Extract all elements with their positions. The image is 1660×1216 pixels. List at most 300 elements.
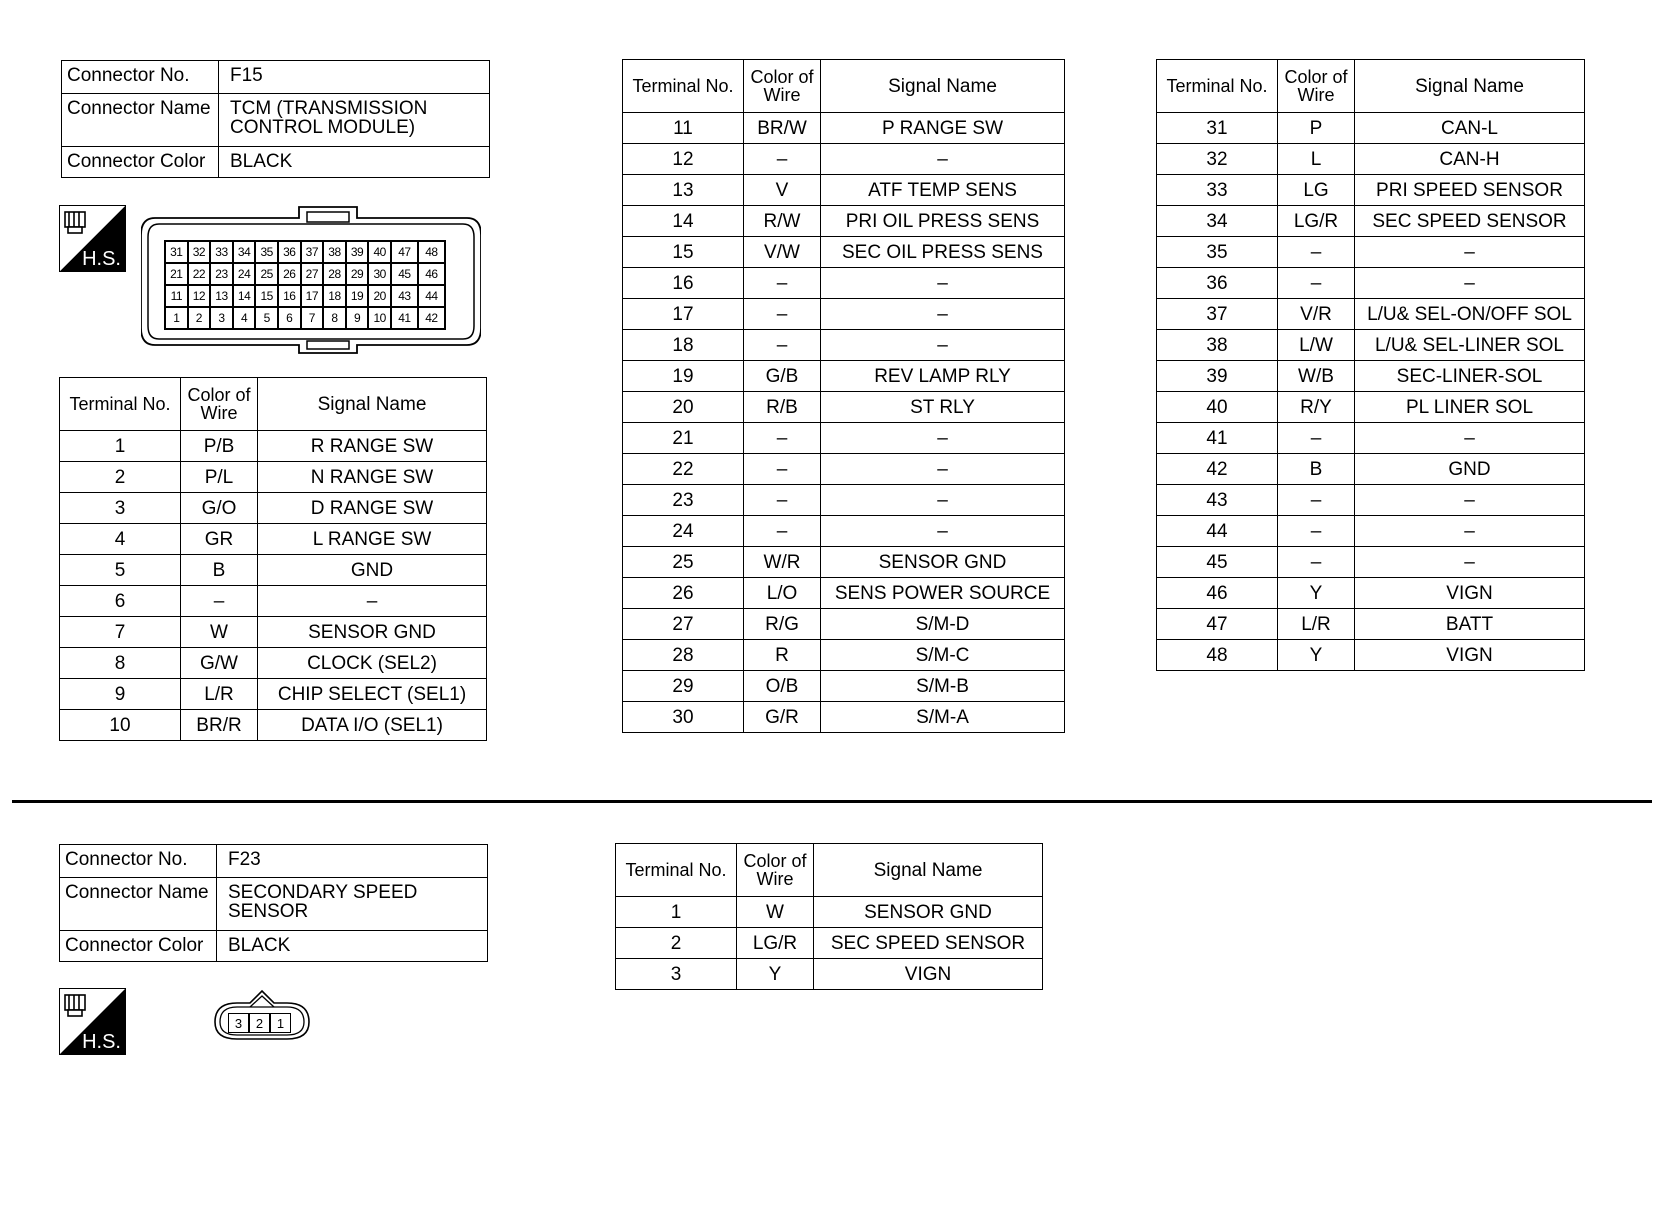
- terminal-row: [623, 361, 1065, 392]
- connector-pin: 45: [391, 263, 418, 285]
- connector-pin: 29: [346, 263, 369, 285]
- wire-color-cell: G/W: [181, 648, 258, 679]
- signal-name-cell: N RANGE SW: [258, 462, 487, 493]
- wire-color-cell: Y: [1278, 640, 1355, 671]
- terminal-row: [623, 485, 1065, 516]
- terminal-row: [623, 671, 1065, 702]
- wire-color-cell: G/B: [744, 361, 821, 392]
- terminal-row: [623, 237, 1065, 268]
- f23-connector-info-table: [59, 844, 488, 962]
- wire-color-cell: –: [744, 330, 821, 361]
- connector-pin: 36: [278, 241, 301, 263]
- connector-pin: 48: [418, 241, 445, 263]
- connector-pin: 43: [391, 285, 418, 307]
- connector-pin: 3: [228, 1013, 249, 1033]
- connector-pin: 20: [368, 285, 391, 307]
- connector-pin: 47: [391, 241, 418, 263]
- terminal-row: [623, 547, 1065, 578]
- terminal-no-cell: 26: [623, 578, 744, 609]
- signal-name-cell: REV LAMP RLY: [821, 361, 1065, 392]
- signal-name-cell: SEC OIL PRESS SENS: [821, 237, 1065, 268]
- signal-name-cell: PL LINER SOL: [1355, 392, 1585, 423]
- wire-color-cell: L/R: [1278, 609, 1355, 640]
- terminal-no-cell: 2: [616, 928, 737, 959]
- connector-pin: 41: [391, 307, 418, 329]
- wire-color-cell: V/R: [1278, 299, 1355, 330]
- terminal-no-cell: 9: [60, 679, 181, 710]
- f15-pin-grid: [164, 240, 446, 330]
- terminal-no-cell: 31: [1157, 113, 1278, 144]
- terminal-no-cell: 3: [616, 959, 737, 990]
- terminal-table-header: [623, 60, 1065, 113]
- wire-color-cell: W/B: [1278, 361, 1355, 392]
- signal-name-cell: SENSOR GND: [814, 897, 1043, 928]
- terminal-no-cell: 14: [623, 206, 744, 237]
- wire-color-cell: P: [1278, 113, 1355, 144]
- signal-name-cell: –: [821, 330, 1065, 361]
- connector-pin: 13: [210, 285, 233, 307]
- connector-name-row: [60, 878, 488, 931]
- connector-pin: 38: [323, 241, 346, 263]
- signal-name-cell: SENSOR GND: [821, 547, 1065, 578]
- wire-color-cell: –: [744, 516, 821, 547]
- terminal-no-cell: 42: [1157, 454, 1278, 485]
- terminal-row: [1157, 392, 1585, 423]
- signal-name-cell: SEC SPEED SENSOR: [814, 928, 1043, 959]
- wire-color-cell: W: [181, 617, 258, 648]
- terminal-no-cell: 3: [60, 493, 181, 524]
- terminal-no-cell: 36: [1157, 268, 1278, 299]
- connector-pin: 18: [323, 285, 346, 307]
- terminal-row: [1157, 423, 1585, 454]
- wire-color-cell: –: [181, 586, 258, 617]
- terminal-row: [1157, 237, 1585, 268]
- terminal-row: [60, 586, 487, 617]
- signal-name-cell: PRI OIL PRESS SENS: [821, 206, 1065, 237]
- connector-no-label: Connector No.: [62, 61, 219, 94]
- terminal-table-header: [616, 844, 1043, 897]
- wire-color-cell: –: [1278, 485, 1355, 516]
- wire-color-cell: P/B: [181, 431, 258, 462]
- terminal-row: [616, 897, 1043, 928]
- wire-color-cell: –: [744, 423, 821, 454]
- signal-name-cell: –: [258, 586, 487, 617]
- terminal-no-cell: 34: [1157, 206, 1278, 237]
- signal-name-cell: BATT: [1355, 609, 1585, 640]
- terminal-row: [1157, 299, 1585, 330]
- terminal-no-cell: 17: [623, 299, 744, 330]
- terminal-row: [1157, 361, 1585, 392]
- terminal-no-cell: 25: [623, 547, 744, 578]
- connector-pin: 46: [418, 263, 445, 285]
- terminal-rows: [60, 431, 487, 741]
- wire-color-cell: –: [1278, 423, 1355, 454]
- signal-name-cell: –: [1355, 423, 1585, 454]
- hs-harness-side-icon: [59, 988, 126, 1055]
- terminal-no-cell: 44: [1157, 516, 1278, 547]
- terminal-row: [60, 524, 487, 555]
- connector-no-row: [60, 845, 488, 878]
- connector-pin: 12: [188, 285, 211, 307]
- terminal-no-cell: 29: [623, 671, 744, 702]
- wire-color-cell: R/W: [744, 206, 821, 237]
- signal-name-header: Signal Name: [258, 378, 487, 431]
- connector-name-row: [62, 94, 490, 147]
- connector-pin: 3: [210, 307, 233, 329]
- f15-connector-info-table: [61, 60, 490, 178]
- connector-pin: 4: [233, 307, 256, 329]
- wire-color-cell: L/O: [744, 578, 821, 609]
- terminal-row: [60, 679, 487, 710]
- signal-name-cell: –: [1355, 516, 1585, 547]
- terminal-row: [623, 609, 1065, 640]
- terminal-row: [60, 431, 487, 462]
- connector-color-value: BLACK: [219, 147, 490, 178]
- connector-pin: 44: [418, 285, 445, 307]
- connector-pin: 9: [346, 307, 369, 329]
- signal-name-cell: GND: [258, 555, 487, 586]
- connector-no-row: [62, 61, 490, 94]
- terminal-no-cell: 12: [623, 144, 744, 175]
- terminal-row: [60, 493, 487, 524]
- connector-name-value: TCM (TRANSMISSION CONTROL MODULE): [219, 94, 490, 147]
- wire-color-cell: B: [181, 555, 258, 586]
- terminal-no-cell: 39: [1157, 361, 1278, 392]
- terminal-no-cell: 5: [60, 555, 181, 586]
- connector-color-label: Connector Color: [60, 931, 217, 962]
- connector-color-value: BLACK: [217, 931, 488, 962]
- wire-color-cell: GR: [181, 524, 258, 555]
- wire-color-cell: Y: [1278, 578, 1355, 609]
- signal-name-cell: CHIP SELECT (SEL1): [258, 679, 487, 710]
- terminal-table-3: [1156, 59, 1585, 671]
- signal-name-cell: –: [821, 516, 1065, 547]
- signal-name-cell: –: [821, 423, 1065, 454]
- terminal-row: [1157, 144, 1585, 175]
- terminal-no-cell: 35: [1157, 237, 1278, 268]
- terminal-no-cell: 1: [616, 897, 737, 928]
- connector-pin: 14: [233, 285, 256, 307]
- terminal-no-cell: 21: [623, 423, 744, 454]
- terminal-row: [1157, 485, 1585, 516]
- wire-color-cell: –: [744, 485, 821, 516]
- terminal-row: [623, 702, 1065, 733]
- connector-pin: 2: [249, 1013, 270, 1033]
- terminal-row: [623, 640, 1065, 671]
- signal-name-cell: –: [821, 268, 1065, 299]
- wire-color-cell: –: [744, 268, 821, 299]
- terminal-row: [623, 578, 1065, 609]
- terminal-row: [1157, 454, 1585, 485]
- terminal-row: [1157, 640, 1585, 671]
- terminal-row: [60, 555, 487, 586]
- terminal-row: [60, 462, 487, 493]
- hs-harness-side-icon: [59, 205, 126, 272]
- terminal-row: [1157, 330, 1585, 361]
- wire-color-cell: L/R: [181, 679, 258, 710]
- terminal-no-cell: 2: [60, 462, 181, 493]
- connector-pin: 28: [323, 263, 346, 285]
- terminal-row: [1157, 268, 1585, 299]
- terminal-no-cell: 38: [1157, 330, 1278, 361]
- connector-pin: 2: [188, 307, 211, 329]
- terminal-row: [1157, 113, 1585, 144]
- connector-pin: 35: [255, 241, 278, 263]
- wire-color-cell: V/W: [744, 237, 821, 268]
- connector-pin: 19: [346, 285, 369, 307]
- connector-name-value: SECONDARY SPEED SENSOR: [217, 878, 488, 931]
- wire-color-cell: G/O: [181, 493, 258, 524]
- terminal-row: [1157, 516, 1585, 547]
- signal-name-cell: S/M-D: [821, 609, 1065, 640]
- color-of-wire-header: Color of Wire: [744, 60, 821, 113]
- connector-pin: 10: [368, 307, 391, 329]
- signal-name-cell: L/U& SEL-ON/OFF SOL: [1355, 299, 1585, 330]
- wire-color-cell: LG/R: [1278, 206, 1355, 237]
- terminal-row: [60, 710, 487, 741]
- wire-color-cell: BR/W: [744, 113, 821, 144]
- signal-name-cell: GND: [1355, 454, 1585, 485]
- wire-color-cell: –: [1278, 516, 1355, 547]
- connector-pin: 31: [165, 241, 188, 263]
- terminal-no-cell: 48: [1157, 640, 1278, 671]
- section-divider: [12, 800, 1652, 803]
- terminal-table-header: [60, 378, 487, 431]
- signal-name-cell: SEC SPEED SENSOR: [1355, 206, 1585, 237]
- terminal-no-cell: 20: [623, 392, 744, 423]
- wire-color-cell: –: [1278, 268, 1355, 299]
- signal-name-cell: P RANGE SW: [821, 113, 1065, 144]
- terminal-table-2: [622, 59, 1065, 733]
- terminal-no-header: Terminal No.: [616, 844, 737, 897]
- connector-color-row: [60, 931, 488, 962]
- signal-name-cell: CAN-H: [1355, 144, 1585, 175]
- connector-pin: 1: [165, 307, 188, 329]
- connector-no-label: Connector No.: [60, 845, 217, 878]
- wire-color-cell: BR/R: [181, 710, 258, 741]
- terminal-table-header: [1157, 60, 1585, 113]
- connector-pin: 25: [255, 263, 278, 285]
- signal-name-cell: ATF TEMP SENS: [821, 175, 1065, 206]
- terminal-row: [623, 144, 1065, 175]
- signal-name-header: Signal Name: [814, 844, 1043, 897]
- terminal-no-cell: 22: [623, 454, 744, 485]
- wire-color-cell: –: [744, 299, 821, 330]
- signal-name-cell: –: [821, 299, 1065, 330]
- wire-color-cell: LG: [1278, 175, 1355, 206]
- terminal-no-cell: 30: [623, 702, 744, 733]
- wire-color-cell: –: [744, 144, 821, 175]
- color-of-wire-header: Color of Wire: [737, 844, 814, 897]
- wire-color-cell: –: [1278, 547, 1355, 578]
- wire-color-cell: G/R: [744, 702, 821, 733]
- wire-color-cell: R: [744, 640, 821, 671]
- terminal-row: [60, 617, 487, 648]
- connector-pin: 17: [301, 285, 324, 307]
- terminal-no-cell: 41: [1157, 423, 1278, 454]
- terminal-row: [623, 516, 1065, 547]
- connector-name-label: Connector Name: [62, 94, 219, 147]
- terminal-no-cell: 18: [623, 330, 744, 361]
- terminal-no-cell: 8: [60, 648, 181, 679]
- terminal-row: [1157, 206, 1585, 237]
- terminal-row: [616, 959, 1043, 990]
- signal-name-cell: PRI SPEED SENSOR: [1355, 175, 1585, 206]
- signal-name-cell: S/M-C: [821, 640, 1065, 671]
- connector-pin: 16: [278, 285, 301, 307]
- connector-pin: 32: [188, 241, 211, 263]
- terminal-rows: [616, 897, 1043, 990]
- connector-pin: 21: [165, 263, 188, 285]
- wire-color-cell: V: [744, 175, 821, 206]
- terminal-row: [623, 330, 1065, 361]
- terminal-table-1: [59, 377, 487, 741]
- terminal-row: [623, 206, 1065, 237]
- wire-color-cell: L: [1278, 144, 1355, 175]
- terminal-no-cell: 16: [623, 268, 744, 299]
- terminal-no-cell: 32: [1157, 144, 1278, 175]
- color-of-wire-header: Color of Wire: [1278, 60, 1355, 113]
- connector-pin: 8: [323, 307, 346, 329]
- terminal-no-cell: 24: [623, 516, 744, 547]
- terminal-no-cell: 19: [623, 361, 744, 392]
- terminal-row: [623, 175, 1065, 206]
- terminal-no-cell: 47: [1157, 609, 1278, 640]
- connector-pin: 1: [270, 1013, 291, 1033]
- terminal-no-cell: 10: [60, 710, 181, 741]
- connector-pin: 22: [188, 263, 211, 285]
- wire-color-cell: LG/R: [737, 928, 814, 959]
- connector-pin: 34: [233, 241, 256, 263]
- hs-label: H.S.: [82, 248, 121, 270]
- connector-pin: 33: [210, 241, 233, 263]
- wire-color-cell: W: [737, 897, 814, 928]
- connector-color-label: Connector Color: [62, 147, 219, 178]
- terminal-no-cell: 23: [623, 485, 744, 516]
- connector-pin: 27: [301, 263, 324, 285]
- wire-color-cell: W/R: [744, 547, 821, 578]
- terminal-row: [60, 648, 487, 679]
- signal-name-cell: –: [821, 144, 1065, 175]
- terminal-no-cell: 15: [623, 237, 744, 268]
- connector-no-value: F15: [219, 61, 490, 94]
- terminal-row: [623, 454, 1065, 485]
- terminal-no-header: Terminal No.: [60, 378, 181, 431]
- wire-color-cell: R/B: [744, 392, 821, 423]
- connector-pin: 30: [368, 263, 391, 285]
- connector-pin: 5: [255, 307, 278, 329]
- signal-name-cell: CAN-L: [1355, 113, 1585, 144]
- connector-pin: 26: [278, 263, 301, 285]
- terminal-no-cell: 40: [1157, 392, 1278, 423]
- connector-pin: 40: [368, 241, 391, 263]
- signal-name-cell: R RANGE SW: [258, 431, 487, 462]
- terminal-no-cell: 28: [623, 640, 744, 671]
- color-of-wire-header: Color of Wire: [181, 378, 258, 431]
- terminal-rows: [623, 113, 1065, 733]
- connector-pin: 15: [255, 285, 278, 307]
- terminal-row: [623, 113, 1065, 144]
- terminal-no-header: Terminal No.: [1157, 60, 1278, 113]
- connector-pin: 24: [233, 263, 256, 285]
- terminal-no-cell: 6: [60, 586, 181, 617]
- signal-name-cell: –: [821, 454, 1065, 485]
- signal-name-header: Signal Name: [1355, 60, 1585, 113]
- connector-name-label: Connector Name: [60, 878, 217, 931]
- wire-color-cell: P/L: [181, 462, 258, 493]
- terminal-no-cell: 46: [1157, 578, 1278, 609]
- signal-name-cell: ST RLY: [821, 392, 1065, 423]
- signal-name-cell: L/U& SEL-LINER SOL: [1355, 330, 1585, 361]
- wire-color-cell: –: [1278, 237, 1355, 268]
- connector-pin: 39: [346, 241, 369, 263]
- signal-name-cell: –: [1355, 268, 1585, 299]
- signal-name-cell: S/M-B: [821, 671, 1065, 702]
- terminal-row: [1157, 175, 1585, 206]
- signal-name-cell: VIGN: [1355, 578, 1585, 609]
- terminal-no-cell: 37: [1157, 299, 1278, 330]
- terminal-row: [616, 928, 1043, 959]
- connector-pin: 7: [301, 307, 324, 329]
- terminal-no-cell: 4: [60, 524, 181, 555]
- terminal-no-cell: 1: [60, 431, 181, 462]
- connector-color-row: [62, 147, 490, 178]
- terminal-row: [623, 268, 1065, 299]
- terminal-row: [623, 423, 1065, 454]
- connector-pin: 37: [301, 241, 324, 263]
- terminal-no-header: Terminal No.: [623, 60, 744, 113]
- terminal-row: [623, 392, 1065, 423]
- terminal-row: [1157, 578, 1585, 609]
- signal-name-cell: SENS POWER SOURCE: [821, 578, 1065, 609]
- connector-no-value: F23: [217, 845, 488, 878]
- wire-color-cell: B: [1278, 454, 1355, 485]
- terminal-row: [1157, 547, 1585, 578]
- signal-name-cell: VIGN: [814, 959, 1043, 990]
- terminal-no-cell: 7: [60, 617, 181, 648]
- wire-color-cell: R/Y: [1278, 392, 1355, 423]
- wire-color-cell: R/G: [744, 609, 821, 640]
- signal-name-cell: D RANGE SW: [258, 493, 487, 524]
- signal-name-cell: –: [1355, 237, 1585, 268]
- terminal-no-cell: 43: [1157, 485, 1278, 516]
- signal-name-header: Signal Name: [821, 60, 1065, 113]
- signal-name-cell: L RANGE SW: [258, 524, 487, 555]
- terminal-rows: [1157, 113, 1585, 671]
- signal-name-cell: S/M-A: [821, 702, 1065, 733]
- wire-color-cell: –: [744, 454, 821, 485]
- terminal-no-cell: 27: [623, 609, 744, 640]
- connector-pin: 11: [165, 285, 188, 307]
- signal-name-cell: SEC-LINER-SOL: [1355, 361, 1585, 392]
- wire-color-cell: Y: [737, 959, 814, 990]
- signal-name-cell: –: [1355, 485, 1585, 516]
- connector-pin: 42: [418, 307, 445, 329]
- terminal-no-cell: 33: [1157, 175, 1278, 206]
- terminal-row: [1157, 609, 1585, 640]
- terminal-no-cell: 13: [623, 175, 744, 206]
- connector-pin: 23: [210, 263, 233, 285]
- signal-name-cell: DATA I/O (SEL1): [258, 710, 487, 741]
- terminal-no-cell: 45: [1157, 547, 1278, 578]
- signal-name-cell: CLOCK (SEL2): [258, 648, 487, 679]
- signal-name-cell: SENSOR GND: [258, 617, 487, 648]
- connector-pin: 6: [278, 307, 301, 329]
- signal-name-cell: –: [1355, 547, 1585, 578]
- terminal-no-cell: 11: [623, 113, 744, 144]
- terminal-table-f23: [615, 843, 1043, 990]
- wire-color-cell: L/W: [1278, 330, 1355, 361]
